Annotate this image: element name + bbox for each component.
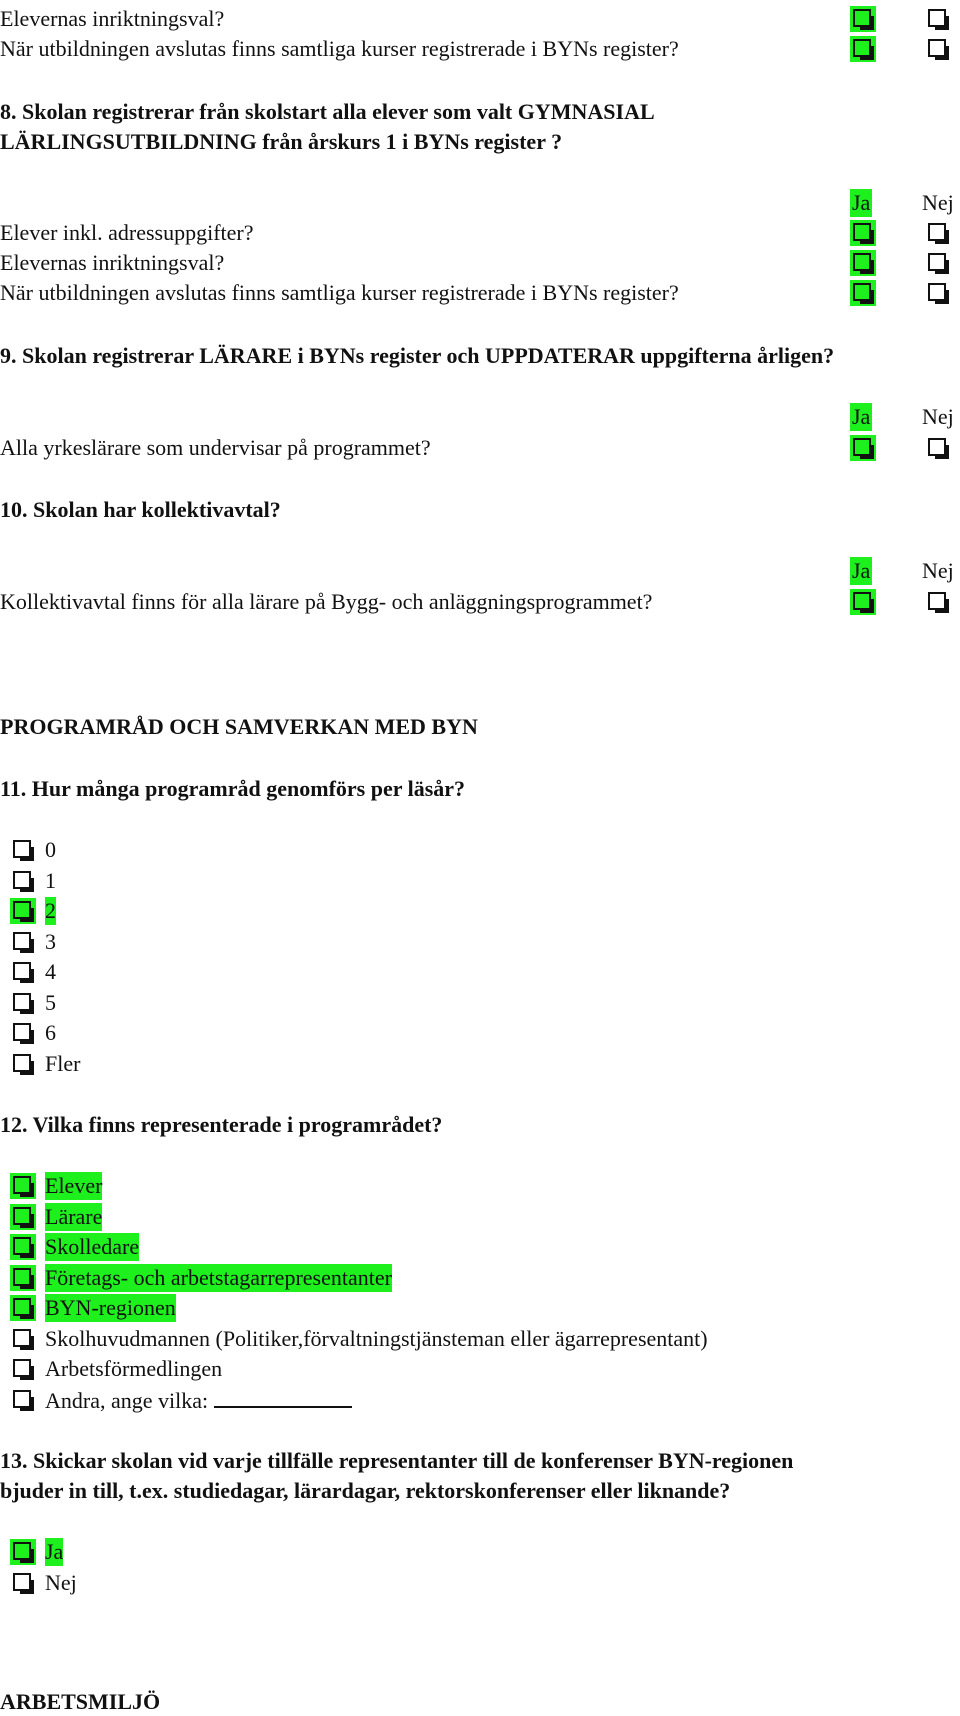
checkbox-icon (13, 1359, 31, 1377)
checkbox-icon (928, 39, 946, 57)
checkbox-icon (928, 253, 946, 271)
checkbox-icon (853, 9, 871, 27)
checkbox-icon (13, 1573, 31, 1591)
q11-option-label: Fler (45, 1050, 81, 1076)
checkbox-ja[interactable] (850, 280, 876, 306)
q11-option-checkbox[interactable] (10, 929, 36, 955)
checkbox-nej[interactable] (925, 36, 951, 62)
q12-option-checkbox[interactable] (10, 1356, 36, 1382)
row-label: Elevernas inriktningsval? (0, 250, 225, 275)
q12-option-label: Elever (45, 1173, 103, 1198)
checkbox-nej[interactable] (925, 435, 951, 461)
q13-option-label: Ja (45, 1539, 64, 1564)
checkbox-nej[interactable] (925, 250, 951, 276)
checkbox-icon (928, 592, 946, 610)
q12-option-label: Andra, ange vilka: (45, 1386, 352, 1415)
nej-header: Nej (922, 190, 954, 215)
checkbox-icon (13, 1298, 31, 1316)
checkbox-icon (13, 1390, 31, 1408)
checkbox-icon (13, 901, 31, 919)
checkbox-icon (928, 9, 946, 27)
checkbox-icon (13, 1207, 31, 1225)
checkbox-ja[interactable] (850, 250, 876, 276)
checkbox-icon (13, 932, 31, 950)
q12-option-label: Lärare (45, 1203, 103, 1229)
checkbox-icon (13, 1023, 31, 1041)
question-12-title: 12. Vilka finns representerade i programrådet? (0, 1112, 443, 1137)
checkbox-icon (853, 223, 871, 241)
q11-option-label: 5 (45, 989, 56, 1015)
checkbox-icon (928, 438, 946, 456)
question-13-title: 13. Skickar skolan vid varje tillfälle representanter till de konferenser BYN-regionen (0, 1448, 794, 1473)
checkbox-icon (853, 253, 871, 271)
checkbox-icon (13, 840, 31, 858)
checkbox-icon (13, 993, 31, 1011)
q11-option-checkbox[interactable] (10, 959, 36, 985)
q12-option-checkbox[interactable] (10, 1204, 36, 1230)
q11-option-label: 0 (45, 837, 56, 862)
question-8-title-cont: LÄRLINGSUTBILDNING från årskurs 1 i BYNs register ? (0, 129, 563, 154)
question-13-title-cont: bjuder in till, t.ex. studiedagar, lärardagar, rektorskonferenser eller liknande? (0, 1478, 731, 1503)
checkbox-nej[interactable] (925, 589, 951, 615)
row-label: När utbildningen avslutas finns samtliga kurser registrerade i BYNs register? (0, 36, 679, 61)
q11-option-label: 3 (45, 928, 56, 954)
checkbox-icon (13, 962, 31, 980)
q12-option-label: Arbetsförmedlingen (45, 1356, 223, 1381)
nej-header: Nej (922, 404, 954, 429)
q11-option-label: 1 (45, 867, 56, 893)
q11-option-label: 6 (45, 1020, 56, 1045)
q11-option-checkbox[interactable] (10, 898, 36, 924)
checkbox-ja[interactable] (850, 36, 876, 62)
q12-option-checkbox[interactable] (10, 1234, 36, 1260)
q13-option-checkbox[interactable] (10, 1570, 36, 1596)
checkbox-icon (13, 1542, 31, 1560)
ja-header: Ja (852, 404, 871, 429)
checkbox-icon (13, 1268, 31, 1286)
q12-option-checkbox[interactable] (10, 1173, 36, 1199)
ja-header: Ja (852, 558, 871, 583)
q12-option-label: Skolledare (45, 1234, 140, 1259)
footer-heading: ARBETSMILJÖ (0, 1689, 161, 1714)
q12-option-label: Skolhuvudmannen (Politiker,förvaltningstjänsteman eller ägarrepresentant) (45, 1325, 708, 1351)
question-8-title: 8. Skolan registrerar från skolstart alla elever som valt GYMNASIAL (0, 99, 655, 124)
checkbox-icon (13, 1329, 31, 1347)
row-label: Elever inkl. adressuppgifter? (0, 220, 254, 245)
q11-option-checkbox[interactable] (10, 990, 36, 1016)
checkbox-ja[interactable] (850, 220, 876, 246)
question-11-title: 11. Hur många programråd genomförs per läsår? (0, 776, 466, 801)
q11-option-checkbox[interactable] (10, 1020, 36, 1046)
q12-option-checkbox[interactable] (10, 1387, 36, 1413)
checkbox-nej[interactable] (925, 280, 951, 306)
q12-option-label: Företags- och arbetstagarrepresentanter (45, 1264, 392, 1290)
checkbox-ja[interactable] (850, 6, 876, 32)
checkbox-icon (928, 283, 946, 301)
question-10-title: 10. Skolan har kollektivavtal? (0, 497, 281, 522)
q12-option-checkbox[interactable] (10, 1326, 36, 1352)
q11-option-label: 4 (45, 959, 56, 984)
answer-blank-line[interactable] (214, 1386, 352, 1408)
ja-header: Ja (852, 190, 871, 215)
checkbox-icon (853, 39, 871, 57)
checkbox-ja[interactable] (850, 589, 876, 615)
checkbox-nej[interactable] (925, 220, 951, 246)
checkbox-icon (853, 438, 871, 456)
row-label: När utbildningen avslutas finns samtliga kurser registrerade i BYNs register? (0, 280, 679, 305)
q13-option-checkbox[interactable] (10, 1539, 36, 1565)
question-9-title: 9. Skolan registrerar LÄRARE i BYNs register och UPPDATERAR uppgifterna årligen? (0, 343, 835, 368)
checkbox-icon (13, 1054, 31, 1072)
row-label: Kollektivavtal finns för alla lärare på Bygg- och anläggningsprogrammet? (0, 589, 653, 614)
q12-option-checkbox[interactable] (10, 1295, 36, 1321)
q12-option-checkbox[interactable] (10, 1265, 36, 1291)
checkbox-nej[interactable] (925, 6, 951, 32)
checkbox-icon (928, 223, 946, 241)
checkbox-icon (853, 283, 871, 301)
q13-option-label: Nej (45, 1569, 77, 1595)
nej-header: Nej (922, 558, 954, 583)
q12-option-label: BYN-regionen (45, 1295, 176, 1320)
checkbox-icon (13, 1237, 31, 1255)
row-label: Alla yrkeslärare som undervisar på programmet? (0, 435, 431, 460)
q11-option-label: 2 (45, 898, 56, 923)
checkbox-icon (853, 592, 871, 610)
q11-option-checkbox[interactable] (10, 1051, 36, 1077)
checkbox-icon (13, 871, 31, 889)
section-heading: PROGRAMRÅD OCH SAMVERKAN MED BYN (0, 714, 478, 739)
checkbox-ja[interactable] (850, 435, 876, 461)
q11-option-checkbox[interactable] (10, 837, 36, 863)
row-label: Elevernas inriktningsval? (0, 6, 225, 31)
checkbox-icon (13, 1176, 31, 1194)
q11-option-checkbox[interactable] (10, 868, 36, 894)
